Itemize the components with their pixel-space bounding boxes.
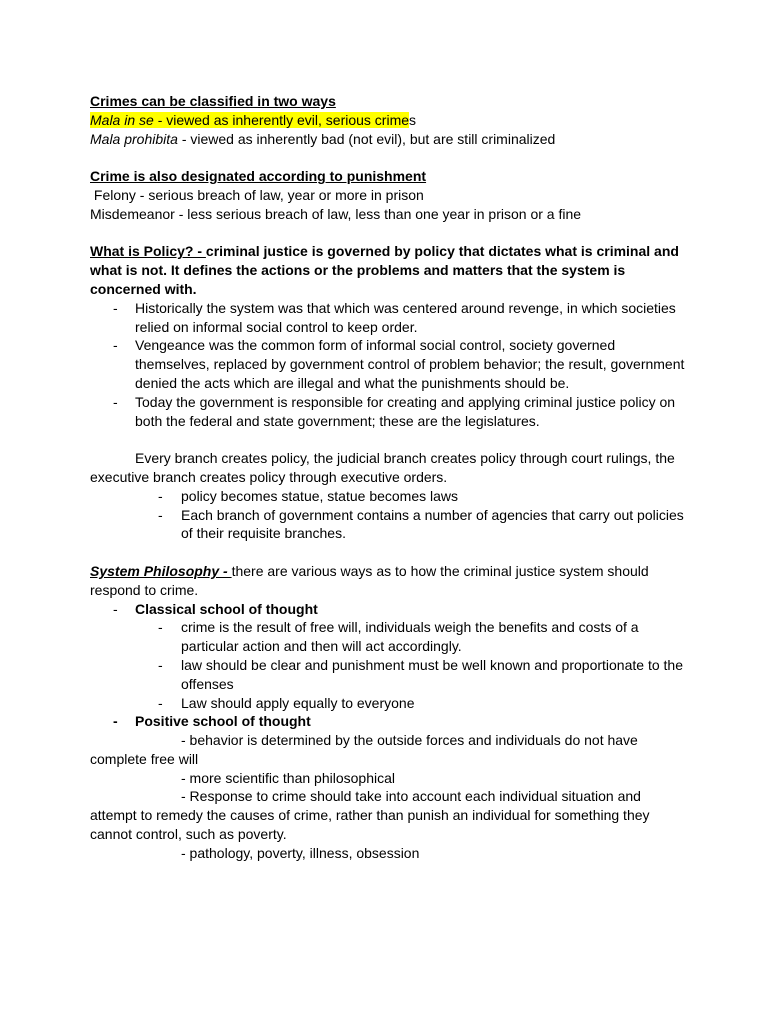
policy-bullet-text: Vengeance was the common form of informal social control, society governed themselves, replaced by government control of problem behavior; the result, government denied the acts which are illegal and what the punishments should be. [135, 337, 685, 391]
classical-point-text: law should be clear and punishment must be well known and proportionate to the offenses [181, 656, 683, 692]
positive-point-4: - pathology, poverty, illness, obsession [181, 844, 420, 861]
bullet-dash: - [113, 713, 118, 730]
policy-bullet-text: Historically the system was that which was centered around revenge, in which societies relied on informal social control to keep order. [135, 299, 676, 335]
bullet-dash: - [113, 600, 118, 617]
bullet-dash: - [158, 506, 163, 523]
classification-heading: Crimes can be classified in two ways [90, 93, 336, 109]
spacer [90, 543, 690, 562]
classical-school-item [90, 600, 690, 619]
bullet-dash: - [113, 337, 118, 354]
mala-prohibita-term: Mala prohibita [90, 130, 178, 147]
branch-bullet-text: policy becomes statue, statue becomes laws [181, 487, 459, 504]
spacer [90, 430, 690, 449]
bullet-dash: - [113, 393, 118, 410]
branch-bullet-1 [90, 487, 690, 506]
classical-point-2 [90, 656, 690, 694]
positive-point-3: - Response to crime should take into account each individual situation and attempt to remedy the causes of crime, rather than punish an individual for something they cannot control, such as poverty. [90, 788, 650, 843]
classical-point-1 [90, 618, 690, 656]
felony-line: Felony - serious breach of law, year or more in prison [90, 186, 424, 203]
philosophy-paragraph [90, 562, 690, 600]
mala-prohibita-definition: - viewed as inherently bad (not evil), but are still criminalized [177, 130, 556, 147]
misdemeanor-line: Misdemeanor - less serious breach of law, less than one year in prison or a fine [90, 205, 582, 222]
classical-point-3 [90, 694, 690, 713]
bullet-dash: - [158, 487, 163, 504]
policy-heading: What is Policy? - [90, 243, 206, 260]
mala-prohibita-line [90, 130, 690, 149]
punishment-heading: Crime is also designated according to punishment [90, 168, 427, 185]
positive-school-item [90, 712, 690, 731]
bullet-dash: - [158, 656, 163, 673]
branch-bullet-text: Each branch of government contains a number of agencies that carry out policies of their requisite branches. [181, 506, 684, 542]
mala-in-se-line [90, 111, 690, 130]
spacer [90, 224, 690, 243]
classical-point-text: crime is the result of free will, individuals weigh the benefits and costs of a particular action and then will act accordingly. [181, 619, 639, 655]
mala-in-se-tail: s [409, 111, 417, 128]
philosophy-heading: System Philosophy - [90, 562, 232, 579]
positive-school-title: Positive school of thought [135, 713, 311, 730]
classical-point-text: Law should apply equally to everyone [181, 694, 415, 711]
bullet-dash: - [158, 694, 163, 711]
spacer [90, 148, 690, 167]
policy-definition: criminal justice is governed by policy that dictates what is criminal and what is not. It defines the actions or the problems and matters that the system is concerned with. [90, 243, 679, 297]
policy-paragraph [90, 242, 690, 298]
branch-bullet-2 [90, 506, 690, 544]
positive-point-2: - more scientific than philosophical [181, 769, 395, 786]
document-body [90, 92, 690, 863]
policy-bullet-3 [90, 393, 690, 431]
philosophy-intro: there are various ways as to how the criminal justice system should respond to crime. [90, 562, 649, 598]
branch-paragraph: Every branch creates policy, the judicial branch creates policy through court rulings, the executive branch creates policy through executive orders. [90, 450, 675, 485]
highlighted-text [90, 112, 409, 128]
policy-bullet-2 [90, 336, 690, 392]
mala-in-se-term: Mala in se [90, 111, 154, 128]
bullet-dash: - [113, 299, 118, 316]
classical-school-title: Classical school of thought [135, 600, 318, 617]
positive-point-1: - behavior is determined by the outside forces and individuals do not have complete free will [90, 732, 638, 767]
mala-in-se-definition: - viewed as inherently evil, serious crime [153, 111, 410, 128]
policy-bullet-1 [90, 299, 690, 337]
bullet-dash: - [158, 619, 163, 636]
policy-bullet-text: Today the government is responsible for creating and applying criminal justice policy on both the federal and state government; these are the legislatures. [135, 393, 676, 429]
